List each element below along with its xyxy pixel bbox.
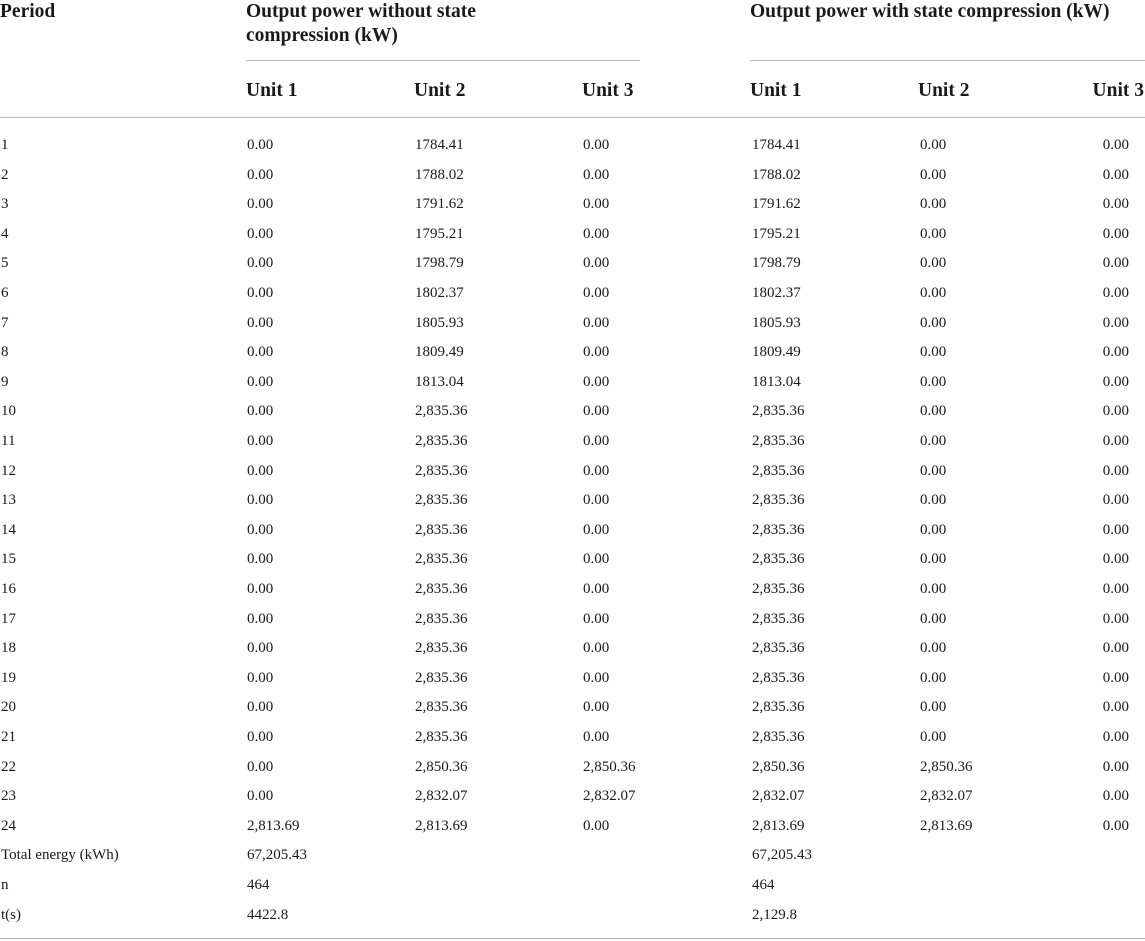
period-cell: 7 bbox=[1, 315, 9, 331]
without-unit-3-cell: 0.00 bbox=[583, 640, 610, 656]
with-unit-2-cell: 2,813.69 bbox=[920, 818, 973, 834]
without-unit-2-cell: 2,835.36 bbox=[415, 492, 468, 508]
period-cell: 20 bbox=[1, 699, 16, 715]
with-unit-2-cell: 0.00 bbox=[920, 403, 947, 419]
with-unit-1-cell: 1788.02 bbox=[752, 167, 801, 183]
summary-label: Total energy (kWh) bbox=[1, 847, 119, 863]
with-unit-2-cell: 0.00 bbox=[920, 551, 947, 567]
with-unit-1-cell: 2,835.36 bbox=[752, 611, 805, 627]
period-cell: 13 bbox=[1, 492, 16, 508]
without-unit-1-cell: 0.00 bbox=[247, 255, 274, 271]
period-cell: 16 bbox=[1, 581, 16, 597]
with-unit-2-cell: 0.00 bbox=[920, 640, 947, 656]
without-unit-1-cell: 0.00 bbox=[247, 551, 274, 567]
without-unit-1-cell: 0.00 bbox=[247, 196, 274, 212]
with-unit-2-cell: 2,850.36 bbox=[920, 759, 973, 775]
without-unit-2-cell: 2,835.36 bbox=[415, 403, 468, 419]
without-unit-2-cell: 1798.79 bbox=[415, 255, 464, 271]
unit-3-header-without: Unit 3 bbox=[582, 80, 634, 101]
with-unit-3-cell: 0.00 bbox=[1102, 255, 1129, 271]
with-unit-1-cell: 2,835.36 bbox=[752, 581, 805, 597]
without-unit-3-cell: 2,850.36 bbox=[583, 759, 636, 775]
with-unit-3-cell: 0.00 bbox=[1102, 551, 1129, 567]
without-unit-3-cell: 0.00 bbox=[583, 699, 610, 715]
without-unit-3-cell: 0.00 bbox=[583, 670, 610, 686]
unit-2-header-without: Unit 2 bbox=[414, 80, 466, 101]
without-unit-2-cell: 2,832.07 bbox=[415, 788, 468, 804]
period-cell: 9 bbox=[1, 374, 9, 390]
with-unit-3-cell: 0.00 bbox=[1102, 729, 1129, 745]
without-unit-1-cell: 0.00 bbox=[247, 492, 274, 508]
table-bottom-rule bbox=[0, 938, 1145, 939]
without-unit-1-cell: 0.00 bbox=[247, 433, 274, 449]
with-unit-2-cell: 0.00 bbox=[920, 581, 947, 597]
without-unit-1-cell: 0.00 bbox=[247, 137, 274, 153]
period-cell: 3 bbox=[1, 196, 9, 212]
without-unit-2-cell: 1788.02 bbox=[415, 167, 464, 183]
with-unit-2-cell: 0.00 bbox=[920, 670, 947, 686]
with-unit-3-cell: 0.00 bbox=[1102, 522, 1129, 538]
summary-label: t(s) bbox=[1, 907, 21, 923]
without-unit-1-cell: 0.00 bbox=[247, 670, 274, 686]
period-cell: 19 bbox=[1, 670, 16, 686]
with-unit-2-cell: 0.00 bbox=[920, 196, 947, 212]
summary-without-value: 4422.8 bbox=[247, 907, 289, 923]
with-unit-1-cell: 1791.62 bbox=[752, 196, 801, 212]
without-unit-1-cell: 0.00 bbox=[247, 788, 274, 804]
without-unit-3-cell: 0.00 bbox=[583, 522, 610, 538]
with-unit-1-cell: 1813.04 bbox=[752, 374, 801, 390]
with-unit-2-cell: 0.00 bbox=[920, 729, 947, 745]
without-unit-1-cell: 0.00 bbox=[247, 285, 274, 301]
without-unit-3-cell: 0.00 bbox=[583, 492, 610, 508]
without-unit-3-cell: 0.00 bbox=[583, 374, 610, 390]
without-unit-2-cell: 2,835.36 bbox=[415, 551, 468, 567]
with-unit-1-cell: 2,835.36 bbox=[752, 492, 805, 508]
with-unit-1-cell: 2,835.36 bbox=[752, 699, 805, 715]
unit-1-header-without: Unit 1 bbox=[246, 80, 298, 101]
with-unit-1-cell: 2,832.07 bbox=[752, 788, 805, 804]
without-unit-3-cell: 0.00 bbox=[583, 255, 610, 271]
period-cell: 1 bbox=[1, 137, 9, 153]
period-cell: 2 bbox=[1, 167, 9, 183]
without-unit-2-cell: 2,835.36 bbox=[415, 699, 468, 715]
with-unit-2-cell: 0.00 bbox=[920, 492, 947, 508]
without-unit-3-cell: 0.00 bbox=[583, 611, 610, 627]
without-unit-2-cell: 2,835.36 bbox=[415, 640, 468, 656]
without-unit-3-cell: 0.00 bbox=[583, 403, 610, 419]
without-unit-3-cell: 0.00 bbox=[583, 551, 610, 567]
with-unit-3-cell: 0.00 bbox=[1102, 433, 1129, 449]
with-unit-2-cell: 0.00 bbox=[920, 315, 947, 331]
without-unit-2-cell: 2,835.36 bbox=[415, 522, 468, 538]
without-unit-3-cell: 0.00 bbox=[583, 433, 610, 449]
group-underline-with bbox=[750, 60, 1145, 61]
with-unit-3-cell: 0.00 bbox=[1102, 137, 1129, 153]
with-unit-2-cell: 0.00 bbox=[920, 611, 947, 627]
with-unit-1-cell: 2,835.36 bbox=[752, 403, 805, 419]
unit-1-header-with: Unit 1 bbox=[750, 80, 802, 101]
period-cell: 6 bbox=[1, 285, 9, 301]
unit-2-header-with: Unit 2 bbox=[918, 80, 970, 101]
unit-3-header-with: Unit 3 bbox=[1092, 80, 1144, 101]
with-unit-2-cell: 0.00 bbox=[920, 522, 947, 538]
header-bottom-rule bbox=[0, 117, 1145, 118]
group-header-without-line-2: compression (kW) bbox=[246, 25, 398, 46]
summary-with-value: 464 bbox=[752, 877, 775, 893]
period-cell: 22 bbox=[1, 759, 16, 775]
with-unit-1-cell: 2,835.36 bbox=[752, 433, 805, 449]
with-unit-3-cell: 0.00 bbox=[1102, 759, 1129, 775]
without-unit-1-cell: 0.00 bbox=[247, 167, 274, 183]
period-cell: 4 bbox=[1, 226, 9, 242]
with-unit-3-cell: 0.00 bbox=[1102, 196, 1129, 212]
with-unit-2-cell: 2,832.07 bbox=[920, 788, 973, 804]
with-unit-2-cell: 0.00 bbox=[920, 344, 947, 360]
without-unit-1-cell: 0.00 bbox=[247, 522, 274, 538]
without-unit-3-cell: 2,832.07 bbox=[583, 788, 636, 804]
period-cell: 11 bbox=[1, 433, 16, 449]
with-unit-1-cell: 1805.93 bbox=[752, 315, 801, 331]
with-unit-3-cell: 0.00 bbox=[1102, 226, 1129, 242]
period-cell: 23 bbox=[1, 788, 16, 804]
without-unit-2-cell: 1802.37 bbox=[415, 285, 464, 301]
summary-with-value: 2,129.8 bbox=[752, 907, 797, 923]
period-cell: 14 bbox=[1, 522, 16, 538]
without-unit-1-cell: 0.00 bbox=[247, 729, 274, 745]
with-unit-2-cell: 0.00 bbox=[920, 374, 947, 390]
period-cell: 17 bbox=[1, 611, 16, 627]
without-unit-3-cell: 0.00 bbox=[583, 226, 610, 242]
summary-without-value: 67,205.43 bbox=[247, 847, 307, 863]
with-unit-2-cell: 0.00 bbox=[920, 255, 947, 271]
period-cell: 18 bbox=[1, 640, 16, 656]
period-cell: 21 bbox=[1, 729, 16, 745]
with-unit-3-cell: 0.00 bbox=[1102, 788, 1129, 804]
with-unit-2-cell: 0.00 bbox=[920, 433, 947, 449]
with-unit-3-cell: 0.00 bbox=[1102, 463, 1129, 479]
with-unit-2-cell: 0.00 bbox=[920, 226, 947, 242]
without-unit-1-cell: 0.00 bbox=[247, 581, 274, 597]
with-unit-1-cell: 1795.21 bbox=[752, 226, 801, 242]
without-unit-3-cell: 0.00 bbox=[583, 463, 610, 479]
with-unit-2-cell: 0.00 bbox=[920, 463, 947, 479]
without-unit-3-cell: 0.00 bbox=[583, 344, 610, 360]
without-unit-1-cell: 0.00 bbox=[247, 403, 274, 419]
period-cell: 8 bbox=[1, 344, 9, 360]
without-unit-1-cell: 0.00 bbox=[247, 699, 274, 715]
period-cell: 10 bbox=[1, 403, 16, 419]
with-unit-3-cell: 0.00 bbox=[1102, 285, 1129, 301]
without-unit-1-cell: 2,813.69 bbox=[247, 818, 300, 834]
without-unit-1-cell: 0.00 bbox=[247, 463, 274, 479]
with-unit-3-cell: 0.00 bbox=[1102, 818, 1129, 834]
period-cell: 5 bbox=[1, 255, 9, 271]
without-unit-2-cell: 1813.04 bbox=[415, 374, 464, 390]
without-unit-1-cell: 0.00 bbox=[247, 315, 274, 331]
with-unit-3-cell: 0.00 bbox=[1102, 611, 1129, 627]
without-unit-2-cell: 2,835.36 bbox=[415, 581, 468, 597]
with-unit-3-cell: 0.00 bbox=[1102, 640, 1129, 656]
without-unit-1-cell: 0.00 bbox=[247, 344, 274, 360]
with-unit-3-cell: 0.00 bbox=[1102, 492, 1129, 508]
without-unit-2-cell: 1809.49 bbox=[415, 344, 464, 360]
with-unit-3-cell: 0.00 bbox=[1102, 374, 1129, 390]
without-unit-3-cell: 0.00 bbox=[583, 137, 610, 153]
with-unit-1-cell: 2,813.69 bbox=[752, 818, 805, 834]
with-unit-1-cell: 1809.49 bbox=[752, 344, 801, 360]
with-unit-1-cell: 2,835.36 bbox=[752, 463, 805, 479]
without-unit-3-cell: 0.00 bbox=[583, 315, 610, 331]
without-unit-3-cell: 0.00 bbox=[583, 285, 610, 301]
without-unit-3-cell: 0.00 bbox=[583, 581, 610, 597]
group-header-with-compression: Output power with state compression (kW) bbox=[750, 1, 1110, 22]
summary-with-value: 67,205.43 bbox=[752, 847, 812, 863]
without-unit-3-cell: 0.00 bbox=[583, 196, 610, 212]
without-unit-2-cell: 2,835.36 bbox=[415, 729, 468, 745]
summary-label: n bbox=[1, 877, 9, 893]
with-unit-1-cell: 2,835.36 bbox=[752, 551, 805, 567]
without-unit-1-cell: 0.00 bbox=[247, 611, 274, 627]
without-unit-1-cell: 0.00 bbox=[247, 226, 274, 242]
group-underline-without bbox=[246, 60, 640, 61]
with-unit-3-cell: 0.00 bbox=[1102, 699, 1129, 715]
period-cell: 15 bbox=[1, 551, 16, 567]
with-unit-2-cell: 0.00 bbox=[920, 285, 947, 301]
without-unit-2-cell: 2,813.69 bbox=[415, 818, 468, 834]
without-unit-3-cell: 0.00 bbox=[583, 729, 610, 745]
with-unit-3-cell: 0.00 bbox=[1102, 344, 1129, 360]
with-unit-1-cell: 1802.37 bbox=[752, 285, 801, 301]
with-unit-3-cell: 0.00 bbox=[1102, 403, 1129, 419]
without-unit-1-cell: 0.00 bbox=[247, 640, 274, 656]
with-unit-3-cell: 0.00 bbox=[1102, 581, 1129, 597]
period-cell: 24 bbox=[1, 818, 16, 834]
with-unit-2-cell: 0.00 bbox=[920, 137, 947, 153]
without-unit-1-cell: 0.00 bbox=[247, 374, 274, 390]
with-unit-3-cell: 0.00 bbox=[1102, 670, 1129, 686]
without-unit-2-cell: 1805.93 bbox=[415, 315, 464, 331]
group-header-without-line-1: Output power without state bbox=[246, 1, 476, 22]
with-unit-3-cell: 0.00 bbox=[1102, 167, 1129, 183]
without-unit-2-cell: 2,835.36 bbox=[415, 433, 468, 449]
without-unit-2-cell: 1795.21 bbox=[415, 226, 464, 242]
without-unit-2-cell: 2,835.36 bbox=[415, 611, 468, 627]
with-unit-1-cell: 2,835.36 bbox=[752, 729, 805, 745]
with-unit-2-cell: 0.00 bbox=[920, 167, 947, 183]
without-unit-2-cell: 1791.62 bbox=[415, 196, 464, 212]
period-header: Period bbox=[0, 1, 56, 22]
summary-without-value: 464 bbox=[247, 877, 270, 893]
group-header-without-compression bbox=[246, 0, 476, 48]
with-unit-1-cell: 1784.41 bbox=[752, 137, 801, 153]
without-unit-3-cell: 0.00 bbox=[583, 818, 610, 834]
with-unit-1-cell: 2,850.36 bbox=[752, 759, 805, 775]
without-unit-3-cell: 0.00 bbox=[583, 167, 610, 183]
with-unit-2-cell: 0.00 bbox=[920, 699, 947, 715]
with-unit-1-cell: 2,835.36 bbox=[752, 670, 805, 686]
without-unit-1-cell: 0.00 bbox=[247, 759, 274, 775]
with-unit-3-cell: 0.00 bbox=[1102, 315, 1129, 331]
with-unit-1-cell: 2,835.36 bbox=[752, 640, 805, 656]
with-unit-1-cell: 2,835.36 bbox=[752, 522, 805, 538]
without-unit-2-cell: 2,850.36 bbox=[415, 759, 468, 775]
without-unit-2-cell: 1784.41 bbox=[415, 137, 464, 153]
without-unit-2-cell: 2,835.36 bbox=[415, 463, 468, 479]
period-cell: 12 bbox=[1, 463, 16, 479]
without-unit-2-cell: 2,835.36 bbox=[415, 670, 468, 686]
with-unit-1-cell: 1798.79 bbox=[752, 255, 801, 271]
